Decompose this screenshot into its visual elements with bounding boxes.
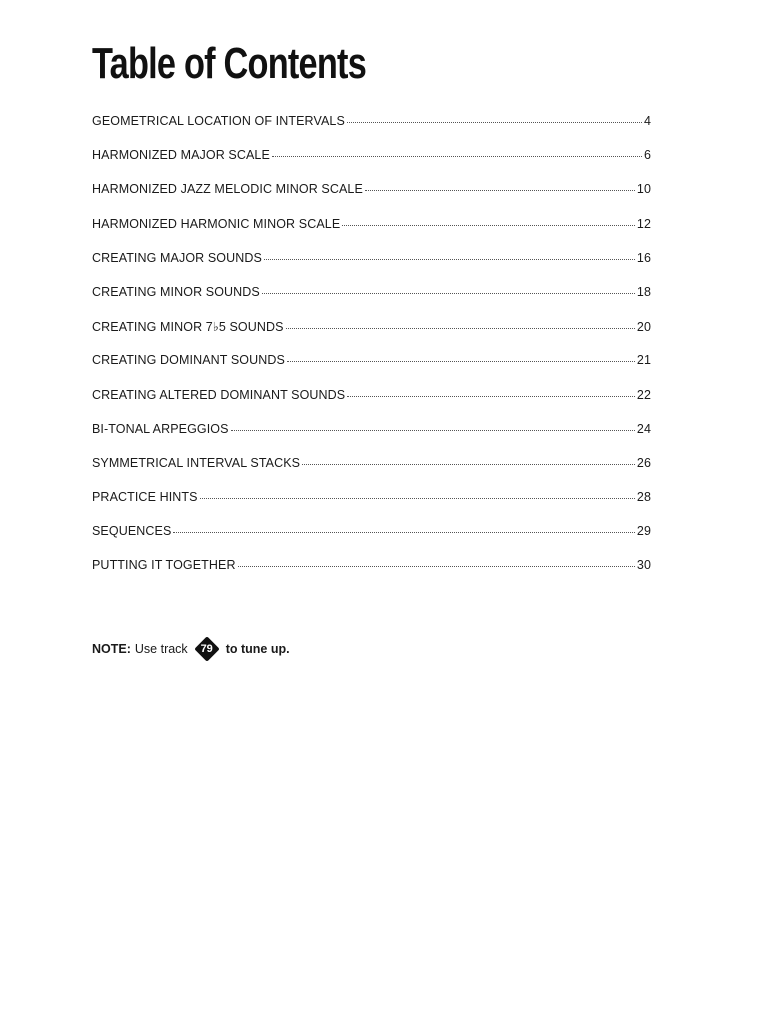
toc-dot-leader — [286, 328, 635, 329]
toc-entry-page: 24 — [636, 421, 651, 436]
toc-dot-leader — [173, 532, 634, 533]
toc-entry-label: HARMONIZED MAJOR SCALE — [92, 148, 270, 163]
toc-entry[interactable] — [92, 319, 651, 353]
toc-entry-label: CREATING DOMINANT SOUNDS — [92, 353, 285, 368]
toc-entry-page: 20 — [636, 320, 651, 335]
toc-entry-label: HARMONIZED HARMONIC MINOR SCALE — [92, 216, 341, 231]
page-title: Table of Contents — [92, 39, 367, 88]
toc-dot-leader — [302, 464, 635, 465]
note-post-text: to tune up. — [225, 642, 290, 656]
toc-dot-leader — [200, 498, 635, 499]
toc-entry[interactable] — [92, 285, 651, 319]
toc-entry-label: SEQUENCES — [92, 524, 172, 539]
toc-dot-leader — [238, 566, 635, 567]
toc-dot-leader — [272, 156, 642, 157]
toc-dot-leader — [347, 396, 635, 397]
toc-dot-leader — [347, 122, 642, 123]
toc-entry[interactable] — [92, 353, 651, 387]
toc-entry[interactable] — [92, 490, 651, 524]
toc-entry-label: GEOMETRICAL LOCATION OF INTERVALS — [92, 114, 345, 128]
toc-entry-label: SYMMETRICAL INTERVAL STACKS — [92, 455, 301, 470]
toc-entry-page: 4 — [643, 114, 651, 128]
toc-entry[interactable] — [92, 114, 651, 148]
toc-entry[interactable] — [92, 182, 651, 216]
toc-entry-page: 6 — [643, 148, 651, 163]
table-of-contents — [92, 114, 651, 593]
toc-entry[interactable] — [92, 217, 651, 251]
toc-entry-page: 10 — [636, 182, 651, 197]
toc-entry-label: CREATING MINOR SOUNDS — [92, 284, 260, 299]
track-number: 79 — [200, 643, 213, 655]
toc-entry[interactable] — [92, 558, 651, 592]
toc-entry-label: CREATING MINOR 7♭5 SOUNDS — [92, 320, 284, 335]
toc-entry[interactable] — [92, 524, 651, 558]
toc-entry-label: PRACTICE HINTS — [92, 490, 198, 505]
toc-dot-leader — [231, 430, 635, 431]
toc-entry-page: 30 — [636, 558, 651, 573]
toc-dot-leader — [342, 225, 635, 226]
toc-entry[interactable] — [92, 422, 651, 456]
toc-entry-label: CREATING ALTERED DOMINANT SOUNDS — [92, 387, 346, 402]
toc-entry[interactable] — [92, 456, 651, 490]
toc-entry-label: HARMONIZED JAZZ MELODIC MINOR SCALE — [92, 182, 363, 197]
toc-entry-page: 22 — [636, 387, 651, 402]
toc-entry-page: 18 — [636, 284, 651, 299]
toc-entry[interactable] — [92, 148, 651, 182]
toc-dot-leader — [262, 293, 635, 294]
toc-entry[interactable] — [92, 251, 651, 285]
toc-entry-page: 28 — [636, 490, 651, 505]
tuning-note — [92, 636, 290, 662]
toc-dot-leader — [365, 190, 635, 191]
toc-entry-page: 16 — [636, 250, 651, 265]
toc-entry-label: CREATING MAJOR SOUNDS — [92, 250, 262, 265]
toc-entry-page: 21 — [636, 353, 651, 368]
note-pre-text: Use track — [134, 642, 188, 656]
toc-entry-page: 26 — [636, 455, 651, 470]
note-label: NOTE: — [92, 642, 131, 656]
toc-dot-leader — [287, 361, 635, 362]
toc-entry-page: 12 — [636, 216, 651, 231]
toc-entry[interactable] — [92, 388, 651, 422]
toc-entry-label: PUTTING IT TOGETHER — [92, 558, 236, 573]
diamond-track-icon — [194, 636, 220, 662]
toc-entry-page: 29 — [636, 524, 651, 539]
toc-entry-label: BI-TONAL ARPEGGIOS — [92, 421, 229, 436]
toc-dot-leader — [264, 259, 635, 260]
